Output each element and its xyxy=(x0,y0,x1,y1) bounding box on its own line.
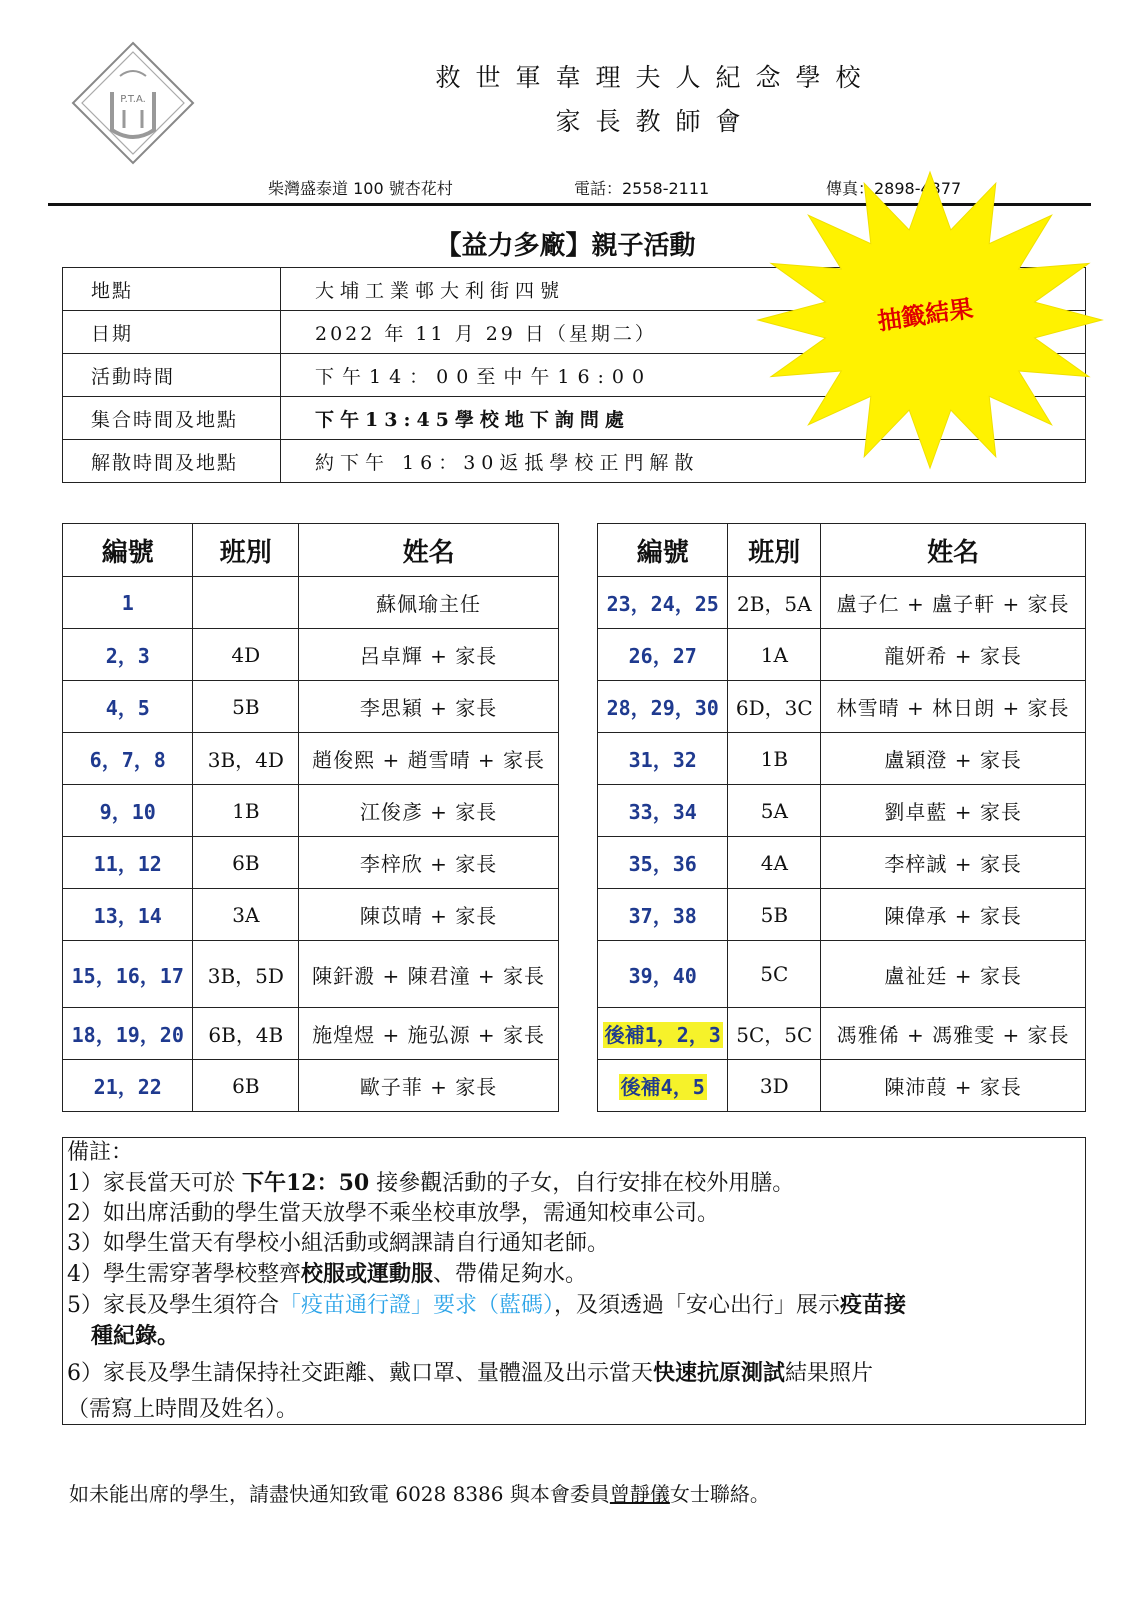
participant-row xyxy=(63,1060,559,1112)
table-header-row xyxy=(63,524,559,577)
fax-number: 傳真：2898-4377 xyxy=(826,179,962,198)
participant-row xyxy=(598,629,1086,681)
remark-5-cont: 種紀錄。 xyxy=(91,1323,180,1349)
remarks-title: 備註： xyxy=(67,1140,134,1165)
participant-name: 馮雅俙 + 馮雅雯 + 家長 xyxy=(821,1008,1086,1060)
header-class: 班別 xyxy=(193,524,299,577)
participant-number: 13，14 xyxy=(63,889,193,941)
participant-number: 35，36 xyxy=(598,837,728,889)
info-value: 下午14：00至中午16:00 xyxy=(281,354,1086,397)
participant-name: 江俊彥 + 家長 xyxy=(299,785,559,837)
participant-name: 陳苡晴 + 家長 xyxy=(299,889,559,941)
info-label: 活動時間 xyxy=(63,354,281,397)
participant-number: 21，22 xyxy=(63,1060,193,1112)
participant-number: 26，27 xyxy=(598,629,728,681)
participant-row xyxy=(63,837,559,889)
logo-text: P.T.A. xyxy=(120,94,146,105)
participant-class: 6B xyxy=(193,1060,299,1112)
participant-row xyxy=(63,681,559,733)
participant-class: 3A xyxy=(193,889,299,941)
header-name: 姓名 xyxy=(821,524,1086,577)
participant-class: 4A xyxy=(728,837,821,889)
participant-row xyxy=(63,629,559,681)
participant-class: 6D，3C xyxy=(728,681,821,733)
participant-row xyxy=(598,681,1086,733)
participant-class: 5A xyxy=(728,785,821,837)
participant-class: 5C xyxy=(728,941,821,1008)
participant-name: 李梓欣 + 家長 xyxy=(299,837,559,889)
participant-name: 盧穎澄 + 家長 xyxy=(821,733,1086,785)
address: 柴灣盛泰道 100 號杏花村 xyxy=(268,179,453,198)
header-number: 編號 xyxy=(63,524,193,577)
participant-name: 林雪晴 + 林日朗 + 家長 xyxy=(821,681,1086,733)
participant-class: 3B，5D xyxy=(193,941,299,1008)
participant-name: 陳釬溵 + 陳君潼 + 家長 xyxy=(299,941,559,1008)
participant-class: 3B，4D xyxy=(193,733,299,785)
header-class: 班別 xyxy=(728,524,821,577)
participant-number xyxy=(598,1008,728,1060)
participant-number: 4，5 xyxy=(63,681,193,733)
participant-row xyxy=(598,577,1086,629)
participant-name: 歐子菲 + 家長 xyxy=(299,1060,559,1112)
participant-class: 5B xyxy=(728,889,821,941)
participant-row xyxy=(598,733,1086,785)
participant-row xyxy=(598,1008,1086,1060)
participant-class: 5B xyxy=(193,681,299,733)
school-name: 救世軍韋理夫人紀念學校 xyxy=(435,63,876,92)
participant-number: 33，34 xyxy=(598,785,728,837)
participant-name: 李梓誠 + 家長 xyxy=(821,837,1086,889)
participant-row xyxy=(63,785,559,837)
participant-row xyxy=(598,785,1086,837)
header-name: 姓名 xyxy=(299,524,559,577)
participant-number: 6，7，8 xyxy=(63,733,193,785)
contact-name: 曾靜儀 xyxy=(609,1482,670,1506)
participant-row xyxy=(63,733,559,785)
participant-class: 1A xyxy=(728,629,821,681)
participant-row xyxy=(63,577,559,629)
info-value: 下午13:45學校地下詢問處 xyxy=(281,397,1086,440)
info-label: 日期 xyxy=(63,311,281,354)
remark-4: 4）學生需穿著學校整齊校服或運動服、帶備足夠水。 xyxy=(67,1261,588,1287)
draw-result-label: 抽籤結果 xyxy=(875,293,975,336)
participant-number: 2，3 xyxy=(63,629,193,681)
info-label: 地點 xyxy=(63,268,281,311)
participant-number: 15，16，17 xyxy=(63,941,193,1008)
participant-name: 呂卓輝 + 家長 xyxy=(299,629,559,681)
remark-6-cont: （需寫上時間及姓名）。 xyxy=(67,1397,299,1422)
participant-name: 盧子仁 + 盧子軒 + 家長 xyxy=(821,577,1086,629)
participant-class: 6B xyxy=(193,837,299,889)
participant-class: 2B，5A xyxy=(728,577,821,629)
info-value: 大埔工業邨大利街四號 xyxy=(281,268,1086,311)
pta-name: 家長教師會 xyxy=(555,107,756,136)
participant-number: 11，12 xyxy=(63,837,193,889)
participant-class: 4D xyxy=(193,629,299,681)
info-value: 2022 年 11 月 29 日（星期二） xyxy=(281,311,1086,354)
participant-name: 蘇佩瑜主任 xyxy=(299,577,559,629)
participant-name: 陳偉承 + 家長 xyxy=(821,889,1086,941)
remark-5: 5）家長及學生須符合「疫苗通行證」要求（藍碼），及須透過「安心出行」展示疫苗接 xyxy=(67,1292,907,1318)
participant-class: 6B，4B xyxy=(193,1008,299,1060)
participant-row xyxy=(598,1060,1086,1112)
participants-table-left xyxy=(62,523,559,1112)
phone-number: 電話：2558-2111 xyxy=(574,179,710,198)
participant-number: 37，38 xyxy=(598,889,728,941)
participant-number: 31，32 xyxy=(598,733,728,785)
participant-number: 39，40 xyxy=(598,941,728,1008)
participant-number: 28，29，30 xyxy=(598,681,728,733)
participant-row xyxy=(63,889,559,941)
info-label: 解散時間及地點 xyxy=(63,440,281,483)
participant-class: 1B xyxy=(193,785,299,837)
remark-1: 1）家長當天可於 下午12：50 接參觀活動的子女，自行安排在校外用膳。 xyxy=(67,1170,795,1196)
remark-3: 3）如學生當天有學校小組活動或網課請自行通知老師。 xyxy=(67,1231,609,1256)
substitute-number: 後補4，5 xyxy=(620,1075,705,1099)
participant-name: 李思穎 + 家長 xyxy=(299,681,559,733)
participant-row xyxy=(598,837,1086,889)
participant-number: 9，10 xyxy=(63,785,193,837)
participant-row xyxy=(63,941,559,1008)
event-title: 【益力多廠】親子活動 xyxy=(435,231,696,261)
participant-name: 盧祉廷 + 家長 xyxy=(821,941,1086,1008)
participant-row xyxy=(598,941,1086,1008)
substitute-number: 後補1，2，3 xyxy=(604,1023,721,1047)
participant-number: 1 xyxy=(63,577,193,629)
participant-name: 龍妍希 + 家長 xyxy=(821,629,1086,681)
participants-table-right xyxy=(597,523,1086,1112)
participant-name: 陳沛葭 + 家長 xyxy=(821,1060,1086,1112)
participant-name: 施煌煜 + 施弘源 + 家長 xyxy=(299,1008,559,1060)
footer-note: 如未能出席的學生，請盡快通知致電 6028 8386 與本會委員曾靜儀女士聯絡。 xyxy=(69,1482,770,1506)
remark-6: 6）家長及學生請保持社交距離、戴口罩、量體溫及出示當天快速抗原測試結果照片 xyxy=(67,1360,874,1386)
participant-class: 3D xyxy=(728,1060,821,1112)
info-label: 集合時間及地點 xyxy=(63,397,281,440)
info-value: 約下午 16：30返抵學校正門解散 xyxy=(281,440,1086,483)
participant-class xyxy=(193,577,299,629)
participant-number xyxy=(598,1060,728,1112)
participant-class: 5C，5C xyxy=(728,1008,821,1060)
remarks-box xyxy=(62,1137,1086,1425)
participant-number: 18，19，20 xyxy=(63,1008,193,1060)
participant-class: 1B xyxy=(728,733,821,785)
participant-name: 趙俊熙 + 趙雪晴 + 家長 xyxy=(299,733,559,785)
participant-name: 劉卓藍 + 家長 xyxy=(821,785,1086,837)
participant-row xyxy=(598,889,1086,941)
participant-row xyxy=(63,1008,559,1060)
participant-number: 23，24，25 xyxy=(598,577,728,629)
header-number: 編號 xyxy=(598,524,728,577)
table-header-row xyxy=(598,524,1086,577)
remark-2: 2）如出席活動的學生當天放學不乘坐校車放學，需通知校車公司。 xyxy=(67,1201,719,1226)
